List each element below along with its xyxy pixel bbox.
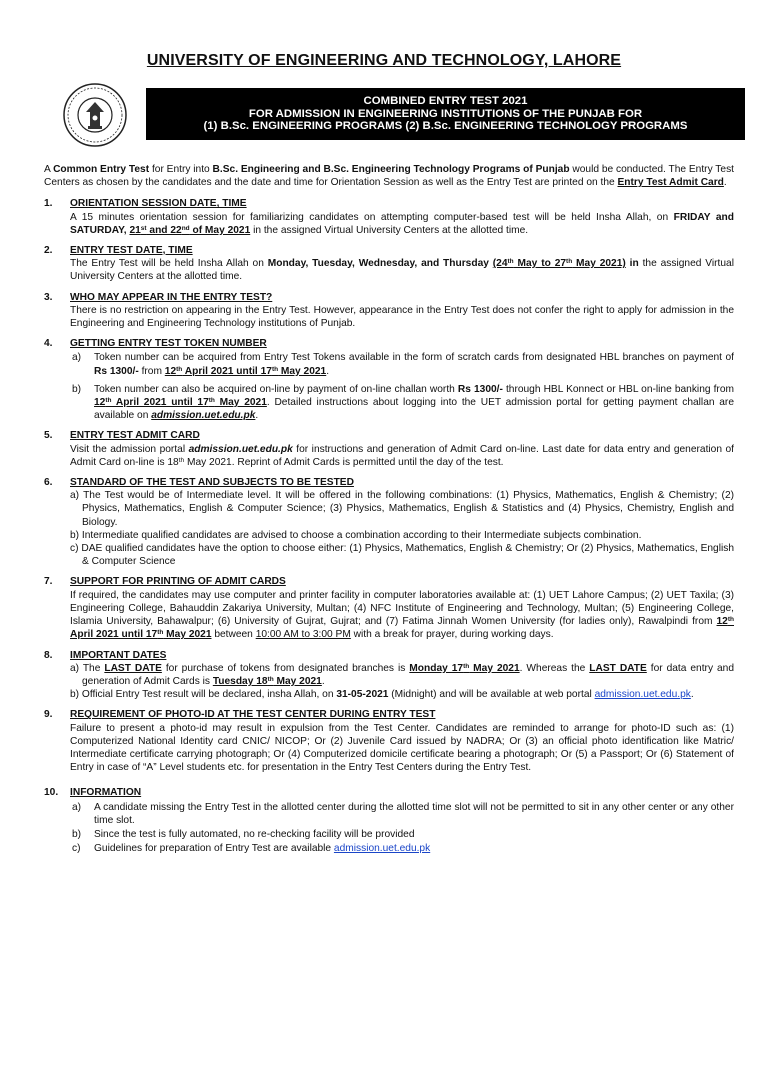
section-title: REQUIREMENT OF PHOTO-ID AT THE TEST CENTER DURING ENTRY TEST: [70, 709, 436, 721]
admission-portal-link[interactable]: admission.uet.edu.pk: [594, 689, 691, 701]
list-item: b) Since the test is fully automated, no re-checking facility will be provided: [72, 828, 415, 840]
list-item: b) Intermediate qualified candidates are advised to choose a combination according to their Intermediate subjects combination.: [70, 529, 642, 541]
document-body: [44, 163, 734, 862]
list-item: b) Official Entry Test result will be declared, insha Allah, on 31-05-2021 (Midnight) and will be available at web portal admission.uet.edu.pk.: [70, 689, 694, 701]
section-important-dates: 8. IMPORTANT DATES a) The LAST DATE for purchase of tokens from designated branches is Monday 17th May 2021. Whereas the LAST DATE for data entry and generation of Admit Cards is Tuesday 18th May 2021. b) Official Entry Test result will be declared, insha Allah, on 31-05-2021 (Midnight) and will be available at web portal admission.uet.edu.pk.: [44, 649, 734, 701]
uet-seal-icon: [62, 82, 128, 148]
test-banner: [146, 88, 745, 140]
section-title: ORIENTATION SESSION DATE, TIME: [70, 198, 247, 210]
section-admit-card: 5. ENTRY TEST ADMIT CARD Visit the admission portal admission.uet.edu.pk for instructions and generation of Admit Card on-line. Last date for data entry and generation of Admit Card on-line is 18th May 2021. Reprint of Admit Cards is permitted until the day of the test.: [44, 430, 734, 468]
section-title: ENTRY TEST DATE, TIME: [70, 245, 193, 257]
list-item: a) The Test would be of Intermediate level. It will be offered in the following combinations: (1) Physics, Mathematics, English & Chemistry; (2) Physics, Mathematics, English & Computer Science; (3) Physics, Mathematics, English & Statistics and (4) Physics, Chemistry, English and Biology.: [70, 490, 734, 528]
admission-portal-link[interactable]: admission.uet.edu.pk: [333, 843, 431, 855]
banner-line: (1) B.Sc. ENGINEERING PROGRAMS (2) B.Sc. ENGINEERING TECHNOLOGY PROGRAMS: [203, 120, 688, 133]
list-item: a) Token number can be acquired from Entry Test Tokens available in the form of scratch cards from designated HBL branches on payment of Rs 1300/- from 12th April 2021 until 17th May 2021.: [72, 352, 734, 377]
list-item: b) Token number can also be acquired on-line by payment of on-line challan worth Rs 1300/- through HBL Konnect or HBL on-line banking from 12th April 2021 until 17th May 2021. Detailed instructions about logging into the UET admission portal for getting payment challan are available on admission.uet.edu.pk.: [72, 383, 734, 422]
list-item: c) Guidelines for preparation of Entry Test are available admission.uet.edu.pk: [72, 843, 431, 855]
admission-portal-link[interactable]: admission.uet.edu.pk: [151, 410, 256, 422]
page-title: UNIVERSITY OF ENGINEERING AND TECHNOLOGY, LAHORE: [146, 52, 622, 69]
banner-line: FOR ADMISSION IN ENGINEERING INSTITUTIONS OF THE PUNJAB FOR: [248, 107, 643, 120]
section-printing-support: 7. SUPPORT FOR PRINTING OF ADMIT CARDS If required, the candidates may use computer and printer facility in computer laboratories available at: (1) UET Lahore Campus; (2) UET Taxila; (3) Engineering College, Bahauddin Zakariya University, Multan; (4) NFC Institute of Engineering and Technology, Multan; (5) Engineering College, Islamia University, Bahawalpur; (6) University of Gujrat, Gujrat; and (7) Fatima Jinnah Women University (for ladies only), Rawalpindi from 12th April 2021 until 17th May 2021 between 10:00 AM to 3:00 PM with a break for prayer, during working days.: [44, 576, 734, 641]
section-body: There is no restriction on appearing in the Entry Test. However, appearance in the Entry Test does not confer the right to apply for admission in the Engineering and Engineering Technology institutions of Punjab.: [70, 304, 734, 330]
list-item: a) The LAST DATE for purchase of tokens from designated branches is Monday 17th May 2021. Whereas the LAST DATE for data entry and generation of Admit Cards is Tuesday 18th May 2021.: [70, 662, 734, 687]
section-title: INFORMATION: [70, 787, 142, 799]
section-orientation: 1. ORIENTATION SESSION DATE, TIME A 15 minutes orientation session for familiarizing candidates on attempting computer-based test will be held Insha Allah, on FRIDAY and SATURDAY, 21st and 22nd of May 2021 in the assigned Virtual University Centers at the allotted time.: [44, 198, 734, 236]
section-title: ENTRY TEST ADMIT CARD: [70, 430, 200, 442]
section-entry-test-date: 2. ENTRY TEST DATE, TIME The Entry Test will be held Insha Allah on Monday, Tuesday, Wednesday, and Thursday (24th May to 27th May 2021) in the assigned Virtual University Centers at the allotted time.: [44, 245, 734, 283]
section-body: Visit the admission portal admission.uet.edu.pk for instructions and generation of Admit Card on-line. Last date for data entry and generation of Admit Card on-line is 18th May 2021. Reprint of Admit Cards is permitted until the day of the test.: [70, 443, 734, 468]
admission-portal-link[interactable]: admission.uet.edu.pk: [188, 443, 293, 455]
intro-paragraph: A Common Entry Test for Entry into B.Sc. Engineering and B.Sc. Engineering Technology Programs of Punjab would be conducted. The Entry Test Centers as chosen by the candidates and the date and time for Orientation Session as well as the Entry Test are printed on the Entry Test Admit Card.: [44, 164, 734, 189]
section-eligibility: 3. WHO MAY APPEAR IN THE ENTRY TEST? There is no restriction on appearing in the Entry Test. However, appearance in the Entry Test does not confer the right to apply for admission in the Engineering and Engineering Technology institutions of Punjab.: [44, 291, 734, 330]
section-information: 10. INFORMATION a) A candidate missing the Entry Test in the allotted center during the allotted time slot will not be permitted to sit in any other center or any other time slot. b) Since the test is fully automated, no re-checking facility will be provided c) Guidelines for preparation of Entry Test are available admission.uet.edu.pk: [44, 787, 734, 855]
section-title: WHO MAY APPEAR IN THE ENTRY TEST?: [70, 291, 273, 303]
section-body: If required, the candidates may use computer and printer facility in computer laboratories available at: (1) UET Lahore Campus; (2) UET Taxila; (3) Engineering College, Bahauddin Zakariya University, Multan; (4) NFC Institute of Engineering and Technology, Multan; (5) Engineering College, Islamia University, Bahawalpur; (6) University of Gujrat, Gujrat; and (7) Fatima Jinnah Women University (for ladies only), Rawalpindi from 12th April 2021 until 17th May 2021 between 10:00 AM to 3:00 PM with a break for prayer, during working days.: [70, 589, 734, 641]
list-item: a) A candidate missing the Entry Test in the allotted center during the allotted time slot will not be permitted to sit in any other center or any other time slot.: [72, 801, 734, 826]
section-body: The Entry Test will be held Insha Allah on Monday, Tuesday, Wednesday, and Thursday (24th May to 27th May 2021) in the assigned Virtual University Centers at the allotted time.: [70, 258, 734, 283]
banner-line: COMBINED ENTRY TEST 2021: [363, 95, 528, 107]
list-item: c) DAE qualified candidates have the option to choose either: (1) Physics, Mathematics, English & Chemistry; Or (2) Physics, Mathematics, English & Computer Science: [70, 543, 734, 568]
section-token: 4. GETTING ENTRY TEST TOKEN NUMBER a) Token number can be acquired from Entry Test Tokens available in the form of scratch cards from designated HBL branches on payment of Rs 1300/- from 12th April 2021 until 17th May 2021. b) Token number can also be acquired on-line by payment of on-line challan worth Rs 1300/- through HBL Konnect or HBL on-line banking from 12th April 2021 until 17th May 2021. Detailed instructions about logging into the UET admission portal for getting payment challan are available on admission.uet.edu.pk.: [44, 338, 734, 422]
section-photo-id: 9. REQUIREMENT OF PHOTO-ID AT THE TEST CENTER DURING ENTRY TEST Failure to present a photo-id may result in expulsion from the Test Center. Candidates are reminded to arrange for photo-ID such as: (1) Computerized National Identity card CNIC/ NICOP; Or (2) Juvenile Card issued by NADRA; Or (3) an official photo identification like Matric/ Intermediate certificate carrying photograph; Or (4) Computerized domicile certificate bearing a photograph; Or (5) a Passport; Or (6) Statement of Entry in case of “A” Level students etc. for presentation in the Entry Test Centers during the Entry Test.: [44, 709, 734, 774]
section-body: Failure to present a photo-id may result in expulsion from the Test Center. Candidates are reminded to arrange for photo-ID such as: (1) Computerized National Identity card CNIC/ NICOP; Or (2) Juvenile Card issued by NADRA; Or (3) an official photo identification like Matric/ Intermediate certificate carrying photograph; Or (4) Computerized domicile certificate bearing a photograph; Or (5) a Passport; Or (6) Statement of Entry in case of “A” Level students etc. for presentation in the Entry Test Centers during the Entry Test.: [70, 722, 734, 774]
section-standard: 6. STANDARD OF THE TEST AND SUBJECTS TO BE TESTED a) The Test would be of Intermediate level. It will be offered in the following combinations: (1) Physics, Mathematics, English & Chemistry; (2) Physics, Mathematics, English & Computer Science; (3) Physics, Mathematics, English & Statistics and (4) Physics, Chemistry, English and Biology. b) Intermediate qualified candidates are advised to choose a combination according to their Intermediate subjects combination. c) DAE qualified candidates have the option to choose either: (1) Physics, Mathematics, English & Chemistry; Or (2) Physics, Mathematics, English & Computer Science: [44, 477, 734, 568]
section-body: A 15 minutes orientation session for familiarizing candidates on attempting computer-based test will be held Insha Allah, on FRIDAY and SATURDAY, 21st and 22nd of May 2021 in the assigned Virtual University Centers at the allotted time.: [70, 211, 734, 236]
section-title: GETTING ENTRY TEST TOKEN NUMBER: [70, 338, 267, 350]
section-title: STANDARD OF THE TEST AND SUBJECTS TO BE TESTED: [70, 477, 354, 489]
section-title: SUPPORT FOR PRINTING OF ADMIT CARDS: [70, 576, 286, 588]
section-title: IMPORTANT DATES: [70, 649, 167, 661]
